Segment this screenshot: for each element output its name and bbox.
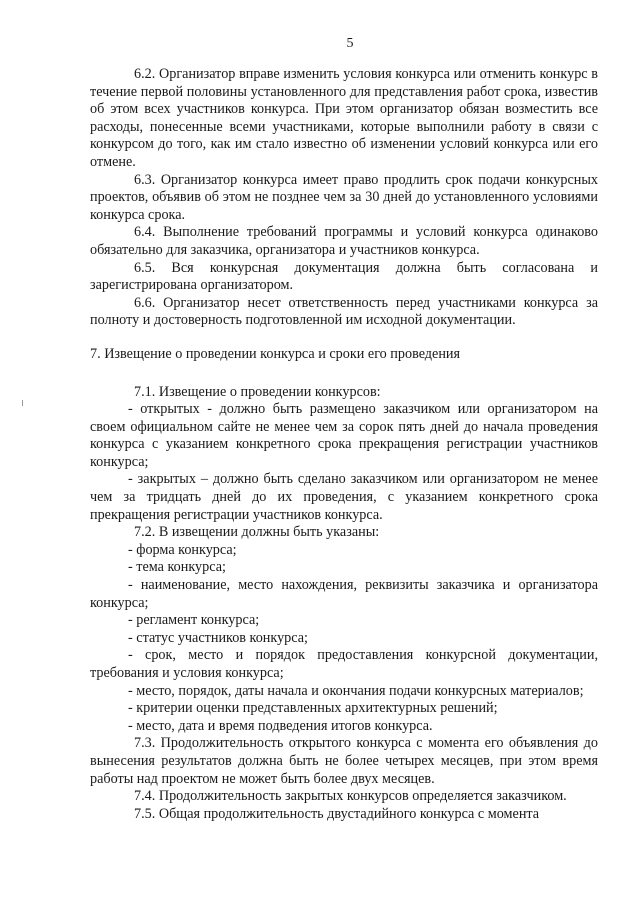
list-item: - место, дата и время подведения итогов конкурса. — [128, 717, 433, 734]
list-item: - статус участников конкурса; — [128, 629, 308, 646]
list-item: - регламент конкурса; — [128, 612, 260, 629]
paragraph-6-3: 6.3. Организатор конкурса имеет право продлить срок подачи конкурсных проектов, объявив об этом не позднее чем за 30 дней до установленного условиями конкурса срока. — [90, 171, 598, 223]
list-item: - место, порядок, даты начала и окончания подачи конкурсных материалов; — [128, 682, 584, 699]
scan-speck — [22, 400, 23, 406]
page-number: 5 — [346, 36, 354, 51]
paragraph-7-3: 7.3. Продолжительность открытого конкурса с момента его объявления до вынесения результатов должна быть не более четырех месяцев, при этом время работы над проектом не может быть более двух месяцев. — [90, 735, 598, 787]
paragraph-6-6: 6.6. Организатор несет ответственность перед участниками конкурса за полноту и достоверность подготовленной им исходной документации. — [90, 294, 598, 329]
list-item: - критерии оценки представленных архитектурных решений; — [128, 700, 498, 717]
list-item: - срок, место и порядок предоставления конкурсной документации, требования и условия конкурса; — [90, 647, 598, 681]
list-item-closed: - закрытых – должно быть сделано заказчиком или организатором не менее чем за тридцать дней до их проведения, с указанием конкретного срока прекращения регистрации участников конкурса. — [90, 471, 598, 523]
paragraph-7-1: 7.1. Извещение о проведении конкурсов: — [134, 383, 381, 400]
list-item: - наименование, место нахождения, реквизиты заказчика и организатора конкурса; — [90, 577, 598, 611]
paragraph-7-4: 7.4. Продолжительность закрытых конкурсов определяется заказчиком. — [134, 788, 567, 805]
list-item-open: - открытых - должно быть размещено заказчиком или организатором на своем официальном сайте не менее чем за сорок пять дней до начала проведения конкурса с указанием конкретного срока прекращения регистрации участников конкурса; — [90, 401, 598, 470]
section-heading: 7. Извещение о проведении конкурса и сроки его проведения — [90, 345, 461, 362]
paragraph-6-5: 6.5. Вся конкурсная документация должна быть согласована и зарегистрирована организатором. — [90, 259, 598, 294]
list-item: - тема конкурса; — [128, 559, 226, 576]
paragraph-6-2: 6.2. Организатор вправе изменить условия конкурса или отменить конкурс в течение первой половины установленного для представления работ срока, известив об этом всех участников конкурса. При этом организатор обязан возместить все расходы, понесенные всеми участниками, которые выполнили работу в связи с конкурсом до того, как им стало известно об изменении условий конкурса или его отмене. — [90, 66, 598, 170]
paragraph-7-2: 7.2. В извещении должны быть указаны: — [134, 524, 380, 541]
paragraph-7-5: 7.5. Общая продолжительность двустадийного конкурса с момента — [134, 805, 540, 822]
paragraph-6-4: 6.4. Выполнение требований программы и условий конкурса одинаково обязательно для заказчика, организатора и участников конкурса. — [90, 224, 598, 258]
list-item: - форма конкурса; — [128, 541, 237, 558]
document-body — [90, 66, 598, 823]
